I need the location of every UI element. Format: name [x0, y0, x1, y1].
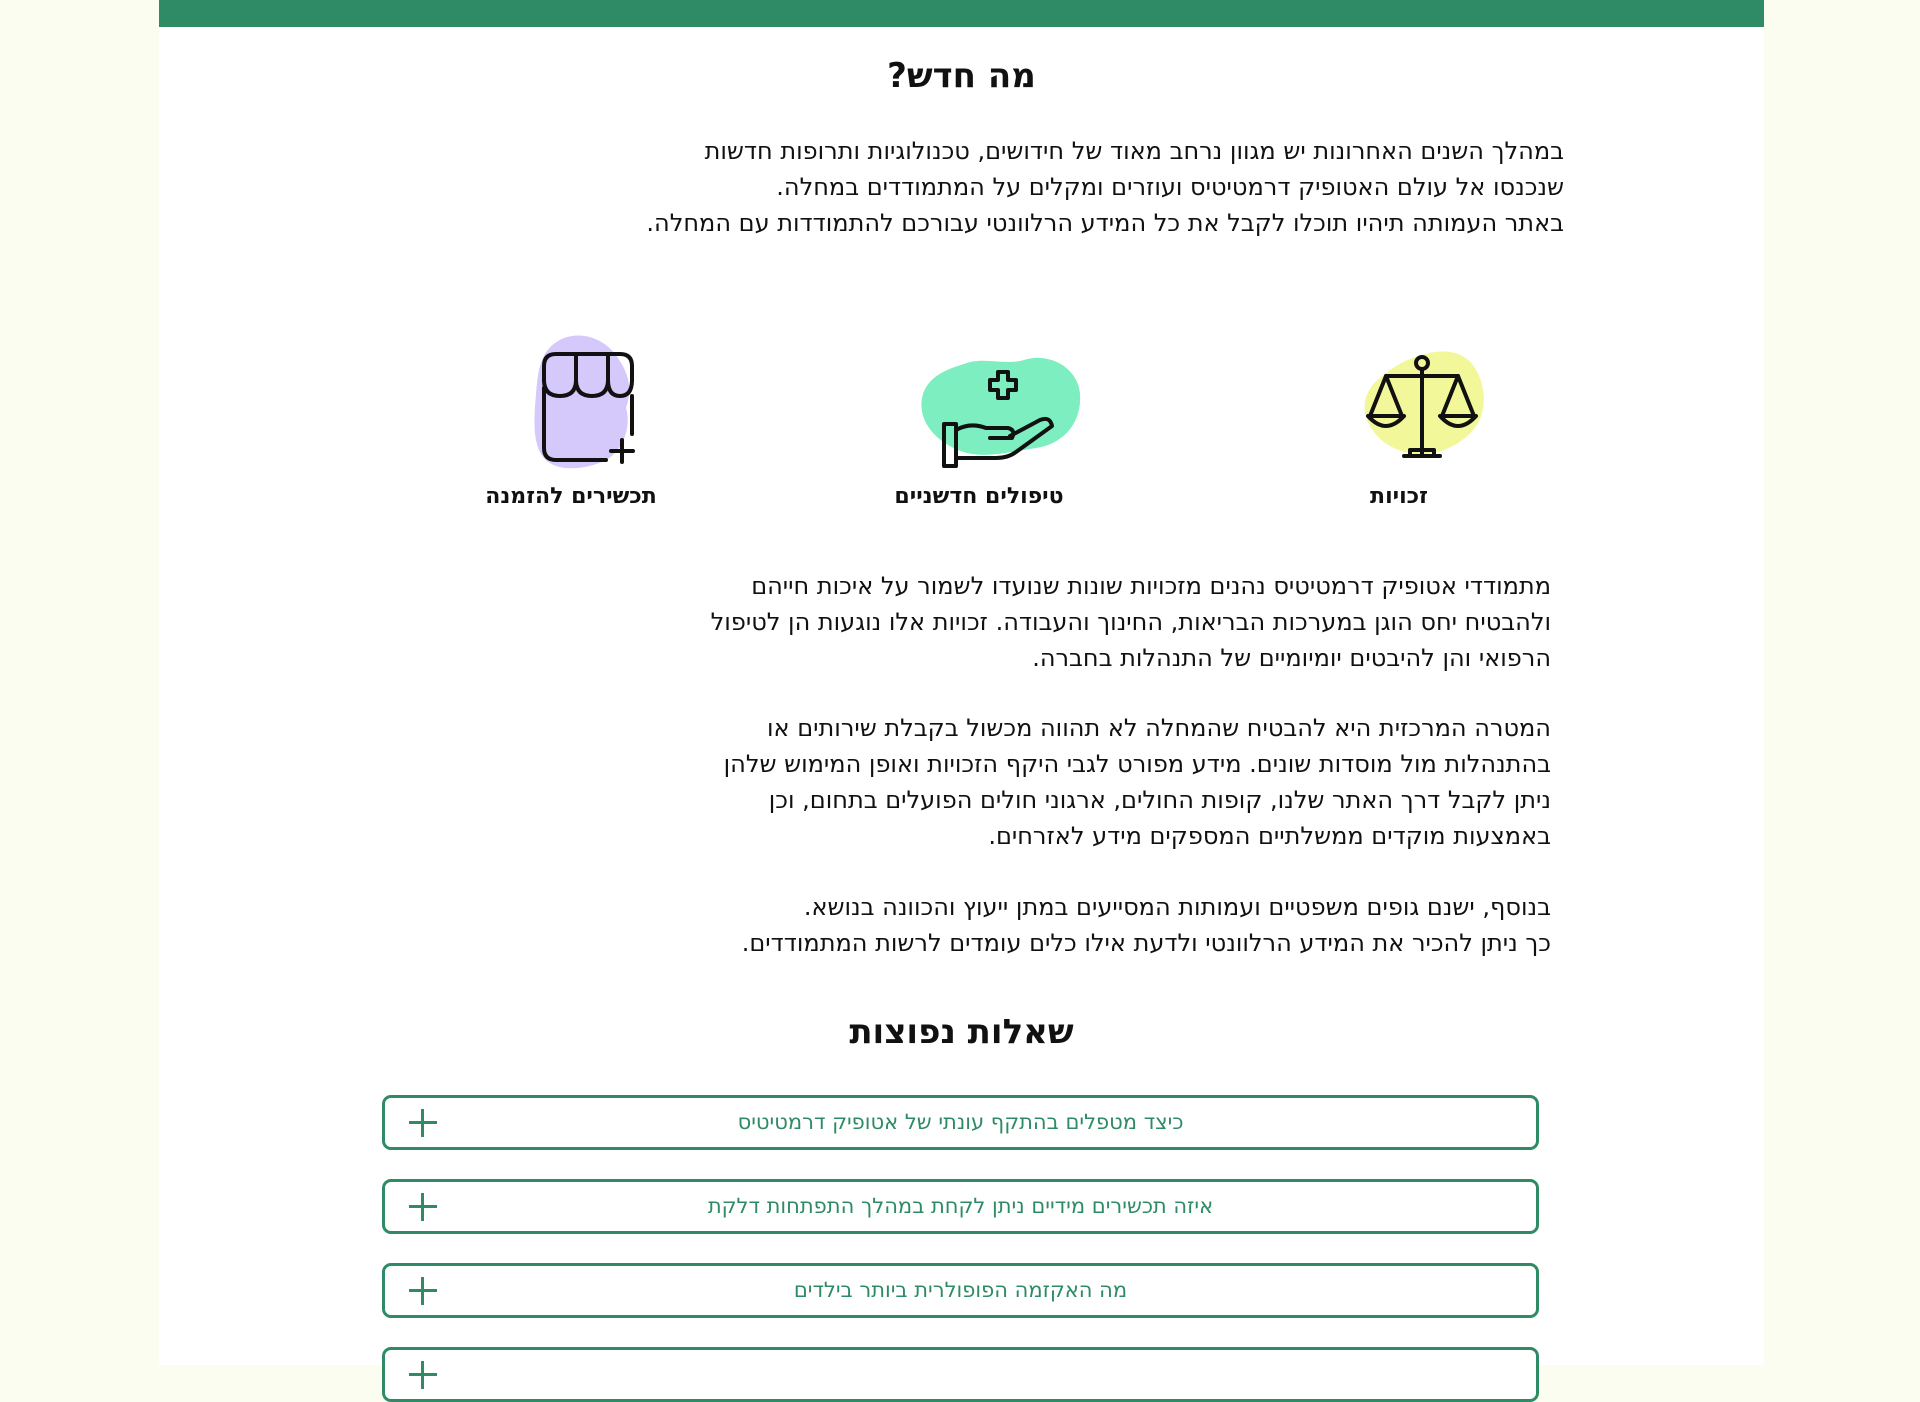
faq-question [385, 1350, 1536, 1399]
rights-line: בנוסף, ישנם גופים משפטיים ועמותות המסייעים במתן ייעוץ והכוונה בנושא. [803, 893, 1551, 921]
rights-line: ולהבטיח יחס הוגן במערכות הבריאות, החינוך והעבודה. זכויות אלו נוגעות הן לטיפול [710, 608, 1551, 636]
faq-question: איזה תכשירים מידיים ניתן לקחת במהלך התפתחות דלקת [707, 1194, 1214, 1218]
scales-icon [1324, 328, 1514, 478]
feature-innovative-treatments-label: טיפולים חדשניים [894, 484, 1064, 509]
rights-line: ניתן לקבל דרך האתר שלנו, קופות החולים, ארגוני חולים הפועלים בתחום, וכן [768, 786, 1551, 814]
intro-line: באתר העמותה תיהיו תוכלו לקבל את כל המידע הרלוונטי עבורכם להתמודדות עם המחלה. [646, 209, 1564, 237]
plus-icon[interactable] [409, 1193, 437, 1221]
feature-rights-label: זכויות [1370, 484, 1428, 509]
feature-products-to-order-label: תכשירים להזמנה [485, 484, 657, 509]
faq-title: שאלות נפוצות [849, 1012, 1074, 1052]
top-header-bar [159, 0, 1764, 27]
rights-line: הרפואי והן להיבטים יומיומיים של התנהלות בחברה. [1032, 644, 1551, 672]
feature-products-to-order[interactable] [431, 328, 711, 518]
rights-line: מתמודדי אטופיק דרמטיטיס נהנים מזכויות שונות שנועדו לשמור על איכות חייהם [751, 572, 1551, 600]
faq-item[interactable] [382, 1347, 1539, 1402]
plus-icon[interactable] [409, 1109, 437, 1137]
rights-line: המטרה המרכזית היא להבטיח שהמחלה לא תהווה מכשול בקבלת שירותים או [767, 714, 1551, 742]
faq-item[interactable] [382, 1179, 1539, 1234]
intro-line: שנכנסו אל עולם האטופיק דרמטיטיס ועוזרים ומקלים על המתמודדים במחלה. [776, 173, 1564, 201]
plus-icon[interactable] [409, 1277, 437, 1305]
feature-innovative-treatments[interactable] [839, 328, 1119, 518]
rights-paragraph-2 [631, 710, 1551, 854]
whats-new-title: מה חדש? [887, 56, 1036, 96]
rights-line: באמצעות מוקדים ממשלתיים המספקים מידע לאזרחים. [988, 822, 1551, 850]
store-plus-icon [496, 328, 686, 478]
intro-line: במהלך השנים האחרונות יש מגוון נרחב מאוד של חידושים, טכנולוגיות ותרופות חדשות [704, 137, 1564, 165]
rights-paragraph-3 [631, 889, 1551, 961]
feature-rights[interactable] [1259, 328, 1539, 518]
faq-question: כיצד מטפלים בהתקף עונתי של אטופיק דרמטיטיס [737, 1110, 1184, 1134]
faq-item[interactable] [382, 1263, 1539, 1318]
plus-icon[interactable] [409, 1361, 437, 1389]
rights-line: כך ניתן להכיר את המידע הרלוונטי ולדעת אילו כלים עומדים לרשות המתמודדים. [741, 929, 1551, 957]
whats-new-paragraph [604, 133, 1564, 241]
hand-plus-icon [904, 328, 1094, 478]
rights-line: בהתנהלות מול מוסדות שונים. מידע מפורט לגבי היקף הזכויות ואופן המימוש שלהן [723, 750, 1551, 778]
page-container [159, 0, 1764, 1365]
faq-question: מה האקזמה הפופולרית ביותר בילדים [793, 1278, 1128, 1302]
faq-item[interactable] [382, 1095, 1539, 1150]
rights-paragraph-1 [631, 568, 1551, 676]
